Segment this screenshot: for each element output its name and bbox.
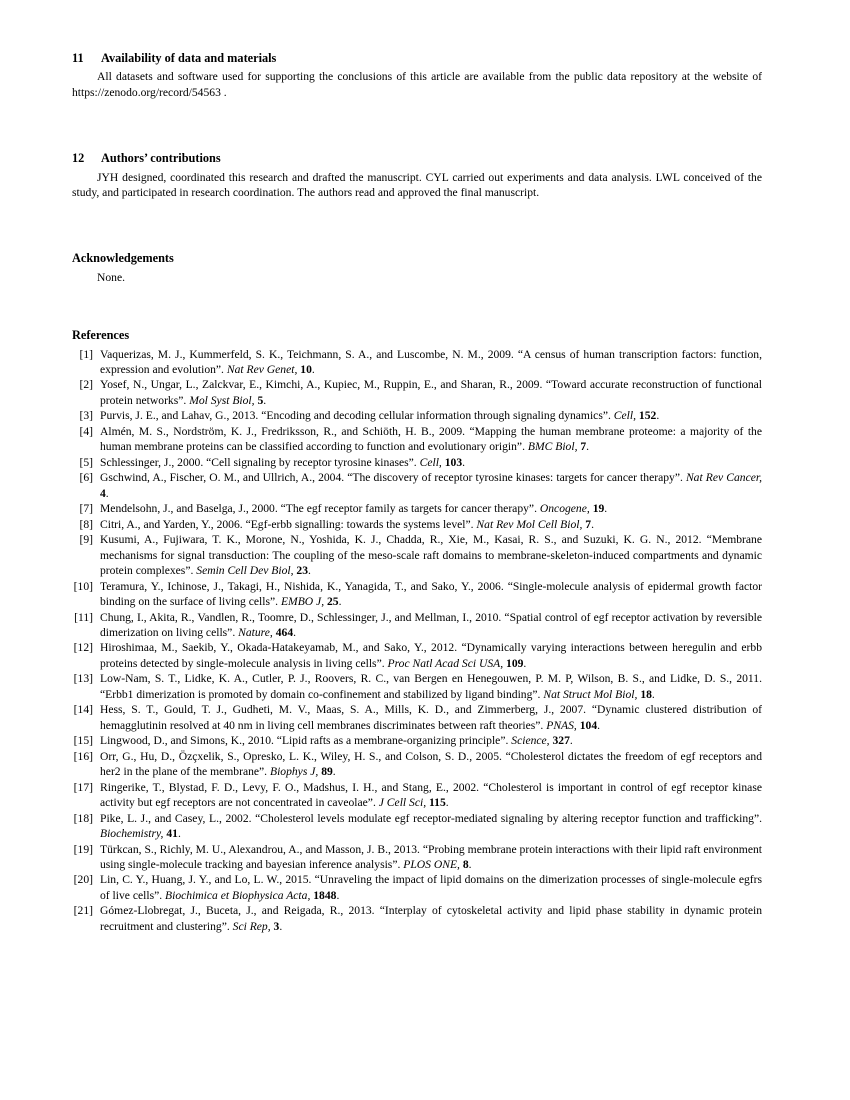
reference-number: [18] [73, 811, 93, 825]
reference-terminator: . [591, 517, 594, 531]
reference-number: [17] [73, 780, 93, 794]
reference-text [100, 733, 762, 748]
reference-entry [72, 455, 762, 470]
reference-entry [72, 811, 762, 842]
reference-terminator: . [445, 796, 449, 810]
reference-journal: Cell, [613, 409, 637, 423]
reference-volume: 152 [638, 409, 657, 423]
reference-entry [72, 501, 762, 516]
reference-text [100, 903, 762, 934]
reference-citation: Mendelsohn, J., and Baselga, J., 2000. “The egf receptor family as targets for cancer therapy”. [100, 502, 540, 516]
section-heading-contributions [72, 152, 762, 164]
reference-number: [15] [73, 734, 93, 748]
reference-terminator: . [332, 765, 336, 779]
section-title: Availability of data and materials [101, 51, 277, 65]
reference-terminator: . [651, 687, 655, 701]
reference-text [100, 532, 762, 578]
reference-text [100, 455, 762, 470]
section-number: 12 [72, 151, 85, 166]
reference-text [100, 347, 762, 378]
reference-entry [72, 610, 762, 641]
reference-journal: Biophys J, [269, 765, 319, 779]
reference-entry [72, 347, 762, 378]
reference-entry [72, 733, 762, 748]
reference-entry [72, 671, 762, 702]
reference-text [100, 610, 762, 641]
reference-number: [9] [79, 533, 93, 547]
reference-entry [72, 780, 762, 811]
reference-text [100, 579, 762, 610]
reference-citation: Almén, M. S., Nordström, K. J., Fredriksson, R., and Schiöth, H. B., 2009. “Mapping the human membrane proteome: a majority of the human membrane proteins can be classified according to function and evolutionary origin”. [100, 424, 762, 454]
reference-number: [7] [79, 502, 93, 516]
reference-journal: Nat Rev Cancer, [685, 471, 762, 485]
reference-number: [14] [73, 703, 93, 717]
reference-number: [11] [74, 610, 93, 624]
reference-number: [6] [79, 471, 93, 485]
reference-journal: PLOS ONE, [403, 858, 460, 871]
reference-number: [8] [79, 517, 93, 531]
reference-volume: 19 [592, 502, 605, 516]
reference-volume: 7 [580, 440, 587, 454]
reference-entry [72, 470, 762, 501]
reference-terminator: . [468, 858, 472, 871]
reference-entry [72, 640, 762, 671]
reference-entry [72, 872, 762, 903]
reference-volume: 10 [300, 363, 312, 376]
reference-number: [1] [79, 347, 93, 361]
reference-volume: 104 [579, 718, 598, 732]
reference-terminator: . [177, 827, 181, 841]
reference-terminator: . [279, 919, 283, 933]
reference-citation: Vaquerizas, M. J., Kummerfeld, S. K., Teichmann, S. A., and Luscombe, N. M., 2009. “A census of human transcription factors: function, expression and evolution”. [100, 347, 762, 376]
reference-entry [72, 532, 762, 578]
reference-citation: Citri, A., and Yarden, Y., 2006. “Egf-erbb signalling: towards the systems level”. [100, 517, 477, 531]
reference-text [100, 517, 762, 532]
reference-number: [4] [79, 424, 93, 438]
reference-entry [72, 377, 762, 408]
reference-number: [2] [79, 378, 93, 392]
reference-terminator: . [569, 734, 573, 748]
reference-citation: Hess, S. T., Gould, T. J., Gudheti, M. V., Maas, S. A., Mills, K. D., and Zimmerberg, J., 2007. “Dynamic clustered distribution of hemagglutinin resolved at 40 nm in living cell membranes discriminates between raft theories”. [100, 703, 762, 732]
section-title: Authors’ contributions [101, 151, 221, 166]
reference-volume: 25 [327, 595, 339, 609]
reference-entry [72, 579, 762, 610]
reference-text [100, 780, 762, 811]
reference-journal: Science, [511, 734, 550, 748]
reference-citation: Türkcan, S., Richly, M. U., Alexandrou, A., and Masson, J. B., 2013. “Probing membrane protein interactions with their lipid raft environment using single-molecule tracking and bayesian inference analysis”. [100, 842, 762, 871]
document-page [72, 0, 762, 1100]
reference-text [100, 872, 762, 903]
reference-volume: 7 [585, 517, 592, 531]
reference-entry [72, 408, 762, 423]
reference-journal: Nat Struct Mol Biol, [543, 687, 638, 701]
reference-text [100, 377, 762, 408]
reference-volume: 89 [321, 765, 333, 779]
reference-number: [3] [79, 409, 93, 423]
reference-journal: Sci Rep, [232, 919, 271, 933]
reference-citation: Chung, I., Akita, R., Vandlen, R., Toomre, D., Schlessinger, J., and Mellman, I., 2010. “Spatial control of egf receptor activation by reversible dimerization on living cells”. [100, 610, 762, 639]
reference-number: [20] [73, 873, 93, 887]
reference-text [100, 842, 762, 873]
reference-citation: Lingwood, D., and Simons, K., 2010. “Lipid rafts as a membrane-organizing principle”. [100, 734, 512, 748]
reference-text [100, 424, 762, 455]
reference-terminator: . [462, 455, 466, 469]
spacer [72, 100, 762, 152]
reference-journal: BMC Biol, [527, 440, 578, 454]
reference-terminator: . [523, 656, 527, 670]
reference-journal: Proc Natl Acad Sci USA, [387, 656, 504, 670]
reference-citation: Lin, C. Y., Huang, J. Y., and Lo, L. W., 2015. “Unraveling the impact of lipid domains on the dimerization processes of single-molecule egfrs of live cells”. [100, 873, 762, 902]
reference-text [100, 749, 762, 780]
reference-citation: Teramura, Y., Ichinose, J., Takagi, H., Nishida, K., Yanagida, T., and Sako, Y., 2006. “Single-molecule analysis of epidermal growth factor binding on the surface of living cells”. [100, 579, 762, 609]
reference-citation: Schlessinger, J., 2000. “Cell signaling by receptor tyrosine kinases”. [100, 455, 420, 469]
reference-terminator: . [656, 409, 660, 423]
reference-number: [12] [73, 641, 93, 655]
reference-volume: 327 [552, 734, 570, 748]
section-heading-references: References [72, 328, 130, 343]
section-number: 11 [72, 51, 84, 65]
reference-volume: 18 [640, 687, 652, 701]
reference-terminator: . [293, 625, 297, 639]
reference-terminator: . [105, 486, 109, 500]
reference-volume: 109 [506, 656, 524, 670]
reference-journal: Nature, [238, 625, 273, 639]
reference-volume: 8 [462, 858, 469, 871]
reference-terminator: . [586, 440, 590, 454]
reference-volume: 23 [296, 564, 308, 578]
reference-volume: 5 [257, 393, 264, 407]
reference-volume: 41 [166, 827, 178, 841]
contributions-paragraph: JYH designed, coordinated this research and drafted the manuscript. CYL carried out experiments and data analysis. LWL conceived of the study, and participated in research coordination. The authors read and approved the final manuscript. [72, 170, 762, 199]
reference-terminator: . [336, 888, 340, 902]
reference-citation: Purvis, J. E., and Lahav, G., 2013. “Encoding and decoding cellular information through signaling dynamics”. [100, 409, 614, 423]
reference-entry [72, 702, 762, 733]
reference-volume: 4 [100, 486, 106, 500]
reference-journal: Semin Cell Dev Biol, [196, 564, 294, 578]
reference-citation: Orr, G., Hu, D., Özçxelik, S., Opresko, L. K., Wiley, H. S., and Colson, S. D., 2005. “Cholesterol dictates the freedom of egf receptors and her2 in the plane of the membrane”. [100, 749, 762, 779]
reference-citation: Hiroshimaa, M., Saekib, Y., Okada-Hatakeyamab, M., and Sako, Y., 2012. “Dynamically varying interactions between heregulin and erbb proteins detected by single-molecule analysis in living cells”. [100, 641, 762, 670]
reference-citation: Ringerike, T., Blystad, F. D., Levy, F. O., Madshus, I. H., and Stang, E., 2002. “Cholesterol is important in control of egf receptor kinase activity but egf receptors are not concentrated in caveolae”. [100, 780, 762, 810]
reference-terminator: . [308, 564, 311, 578]
reference-text [100, 671, 762, 702]
availability-paragraph: All datasets and software used for supporting the conclusions of this article are available from the public data repository at the website of https://zenodo.org/record/54563 . [72, 70, 762, 99]
reference-volume: 103 [444, 455, 463, 469]
reference-number: [13] [73, 672, 93, 686]
reference-number: [10] [73, 579, 93, 593]
section-heading-acknowledgements: Acknowledgements [72, 251, 174, 266]
references-list [72, 347, 762, 935]
spacer [72, 285, 762, 329]
reference-number: [19] [73, 842, 93, 856]
reference-journal: PNAS, [546, 718, 577, 732]
reference-journal: Nat Rev Genet, [226, 363, 298, 376]
reference-citation: Gschwind, A., Fischer, O. M., and Ullrich, A., 2004. “The discovery of receptor tyrosine kinases: targets for cancer therapy”. [100, 471, 686, 485]
reference-entry [72, 517, 762, 532]
reference-citation: Yosef, N., Ungar, L., Zalckvar, E., Kimchi, A., Kupiec, M., Ruppin, E., and Sharan, R., 2009. “Toward accurate reconstruction of functional protein networks”. [100, 378, 762, 407]
reference-number: [16] [73, 749, 93, 763]
acknowledgements-paragraph: None. [97, 270, 126, 284]
reference-volume: 464 [275, 625, 294, 639]
reference-text [100, 640, 762, 671]
reference-terminator: . [597, 718, 601, 732]
reference-text [100, 470, 762, 501]
reference-citation: Gómez-Llobregat, J., Buceta, J., and Reigada, R., 2013. “Interplay of cytoskeletal activity and lipid phase stability in dynamic protein recruitment and clustering”. [100, 904, 762, 933]
reference-number: [21] [73, 904, 93, 918]
reference-text [100, 501, 762, 516]
reference-terminator: . [311, 363, 315, 376]
reference-journal: Mol Syst Biol, [189, 393, 255, 407]
reference-citation: Pike, L. J., and Casey, L., 2002. “Cholesterol levels modulate egf receptor-mediated signaling by altering receptor function and trafficking”. [100, 811, 762, 825]
reference-journal: Cell, [419, 455, 442, 469]
reference-terminator: . [604, 502, 608, 516]
reference-volume: 3 [273, 919, 280, 933]
reference-journal: Biochimica et Biophysica Acta, [165, 888, 311, 902]
reference-entry [72, 903, 762, 934]
reference-volume: 1848 [313, 888, 337, 902]
reference-text [100, 702, 762, 733]
reference-journal: Nat Rev Mol Cell Biol, [476, 517, 583, 531]
reference-entry [72, 424, 762, 455]
reference-journal: J Cell Sci, [378, 796, 427, 810]
reference-journal: EMBO J, [280, 595, 325, 609]
reference-number: [5] [79, 455, 93, 469]
reference-citation: Low-Nam, S. T., Lidke, K. A., Cutler, P. J., Roovers, R. C., van Bergen en Henegouwen, P. M. P, Wilson, B. S., and Lidke, D. S., 2011. “Erbb1 dimerization is promoted by domain co-confinement and stabilized by ligand binding”. [100, 672, 762, 701]
reference-text [100, 811, 762, 842]
reference-volume: 115 [429, 796, 446, 810]
reference-terminator: . [338, 595, 342, 609]
reference-text [100, 408, 762, 423]
reference-journal: Biochemistry, [100, 827, 164, 841]
spacer [72, 200, 762, 252]
reference-citation: Kusumi, A., Fujiwara, T. K., Morone, N., Yoshida, K. J., Chadda, R., Xie, M., Kasai, R. S., and Suzuki, K. G. N., 2012. “Membrane mechanisms for signal transduction: The coupling of the meso-scale raft domains to membrane-skeleton-induced compartments and dynamic protein complexes”. [100, 533, 762, 578]
reference-journal: Oncogene, [539, 502, 590, 516]
reference-terminator: . [263, 393, 267, 407]
reference-entry [72, 842, 762, 873]
section-heading-availability [72, 52, 762, 64]
reference-entry [72, 749, 762, 780]
